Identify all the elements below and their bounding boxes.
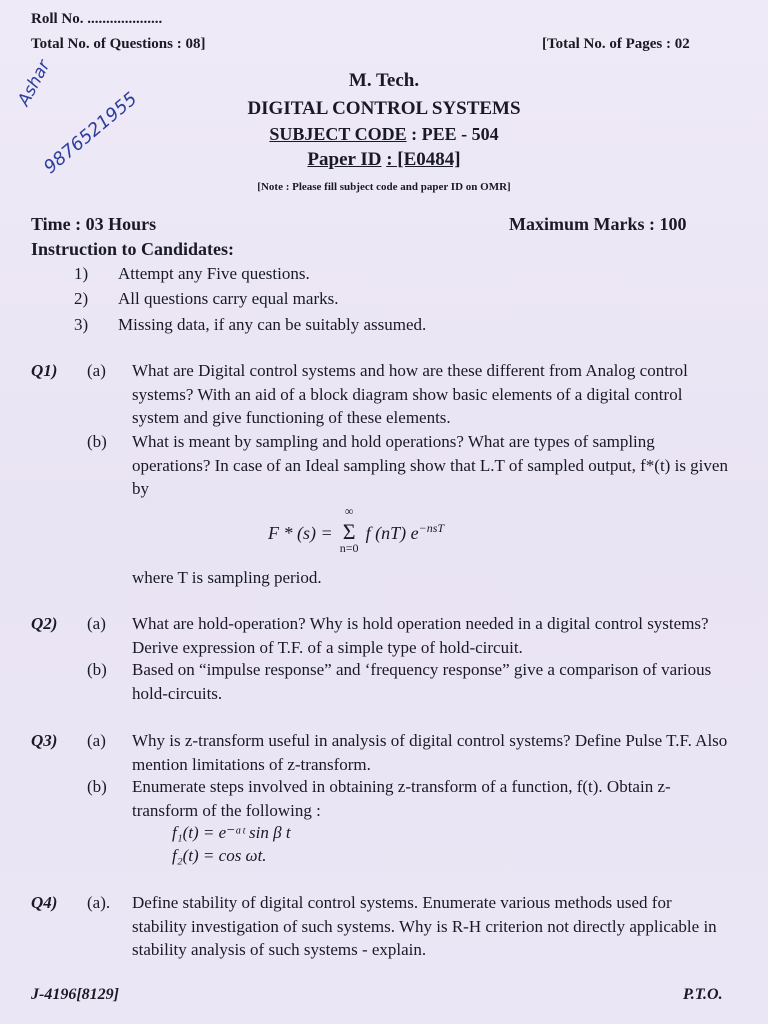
paper-id-label: Paper ID (307, 149, 382, 170)
question-text: where T is sampling period. (132, 568, 322, 587)
part-label: (b) (87, 660, 107, 679)
subject-code-value: : PEE - 504 (411, 124, 499, 144)
sum-symbol: Σ (342, 519, 356, 544)
question-number: Q3) (31, 731, 58, 750)
formula-rhs: f (nT) e (365, 523, 419, 543)
question-text: What is meant by sampling and hold operations? What are types of sampling operations? In case of an Ideal sampling show that L.T of sampled output, f*(t) is given by (132, 432, 728, 498)
subject-code (0, 124, 768, 145)
please-turn-over: P.T.O. (683, 986, 723, 1003)
sum-upper-limit: ∞ (344, 504, 354, 518)
degree-title: M. Tech. (348, 70, 420, 91)
instruction-number: 3) (74, 315, 89, 334)
instruction-number: 1) (74, 264, 89, 283)
part-label: (b) (87, 432, 107, 451)
omr-note: [Note : Please fill subject code and paper ID on OMR] (257, 181, 511, 193)
question-number: Q2) (31, 614, 58, 633)
handwritten-number: 9876521955 (40, 88, 142, 179)
instruction-number: 2) (74, 289, 89, 308)
instruction-item: Attempt any Five questions. (118, 264, 310, 283)
part-label: (a) (87, 614, 106, 633)
part-label: (a) (87, 361, 106, 380)
question-number: Q1) (31, 361, 58, 380)
roll-no: Roll No. .................... (31, 11, 163, 27)
paper-id-value: : [E0484] (386, 149, 461, 170)
question-text: Define stability of digital control systems. Enumerate various methods used for stability investigation of such systems. Why is R-H criterion not directly applicable in stability analysis of such systems - explain. (132, 893, 717, 959)
summation (337, 504, 361, 555)
total-pages: [Total No. of Pages : 02 (542, 36, 690, 52)
instruction-item: Missing data, if any can be suitably assumed. (118, 315, 427, 334)
z-transform-function-1: f₁(t) = e⁻ᵅᵗ sin β t (172, 823, 291, 842)
sum-lower-limit: n=0 (339, 541, 359, 555)
subject-title: DIGITAL CONTROL SYSTEMS (247, 98, 521, 119)
maximum-marks: Maximum Marks : 100 (509, 214, 687, 234)
instruction-item: All questions carry equal marks. (118, 289, 339, 308)
paper-id (0, 149, 768, 171)
question-number: Q4) (31, 893, 58, 912)
question-text: What are hold-operation? Why is hold operation needed in a digital control systems? Derive expression of T.F. of a simple type of hold-circuit. (132, 614, 709, 657)
sampling-formula (268, 504, 445, 555)
subject-code-label: SUBJECT CODE (269, 124, 407, 144)
paper-code: J-4196[8129] (31, 986, 119, 1003)
question-text: Enumerate steps involved in obtaining z-transform of a function, f(t). Obtain z-transform of the following : (132, 777, 671, 820)
question-text: Based on “impulse response” and ‘frequency response” give a comparison of various hold-circuits. (132, 660, 712, 703)
handwritten-name: Ashar (14, 57, 55, 110)
time-duration: Time : 03 Hours (31, 214, 157, 234)
z-transform-function-2: f₂(t) = cos ωt. (172, 846, 267, 865)
instructions-heading: Instruction to Candidates: (31, 239, 235, 259)
total-questions: Total No. of Questions : 08] (31, 36, 206, 52)
question-text: Why is z-transform useful in analysis of digital control systems? Define Pulse T.F. Also mention limitations of z-transform. (132, 731, 728, 774)
part-label: (a). (87, 893, 111, 912)
question-text: What are Digital control systems and how are these different from Analog control systems? With an aid of a block diagram show basic elements of a digital control system and give functioning of these elements. (132, 361, 688, 427)
part-label: (b) (87, 777, 107, 796)
part-label: (a) (87, 731, 106, 750)
formula-lhs: F * (s) = (268, 523, 333, 543)
formula-exponent: −nsT (418, 521, 445, 535)
